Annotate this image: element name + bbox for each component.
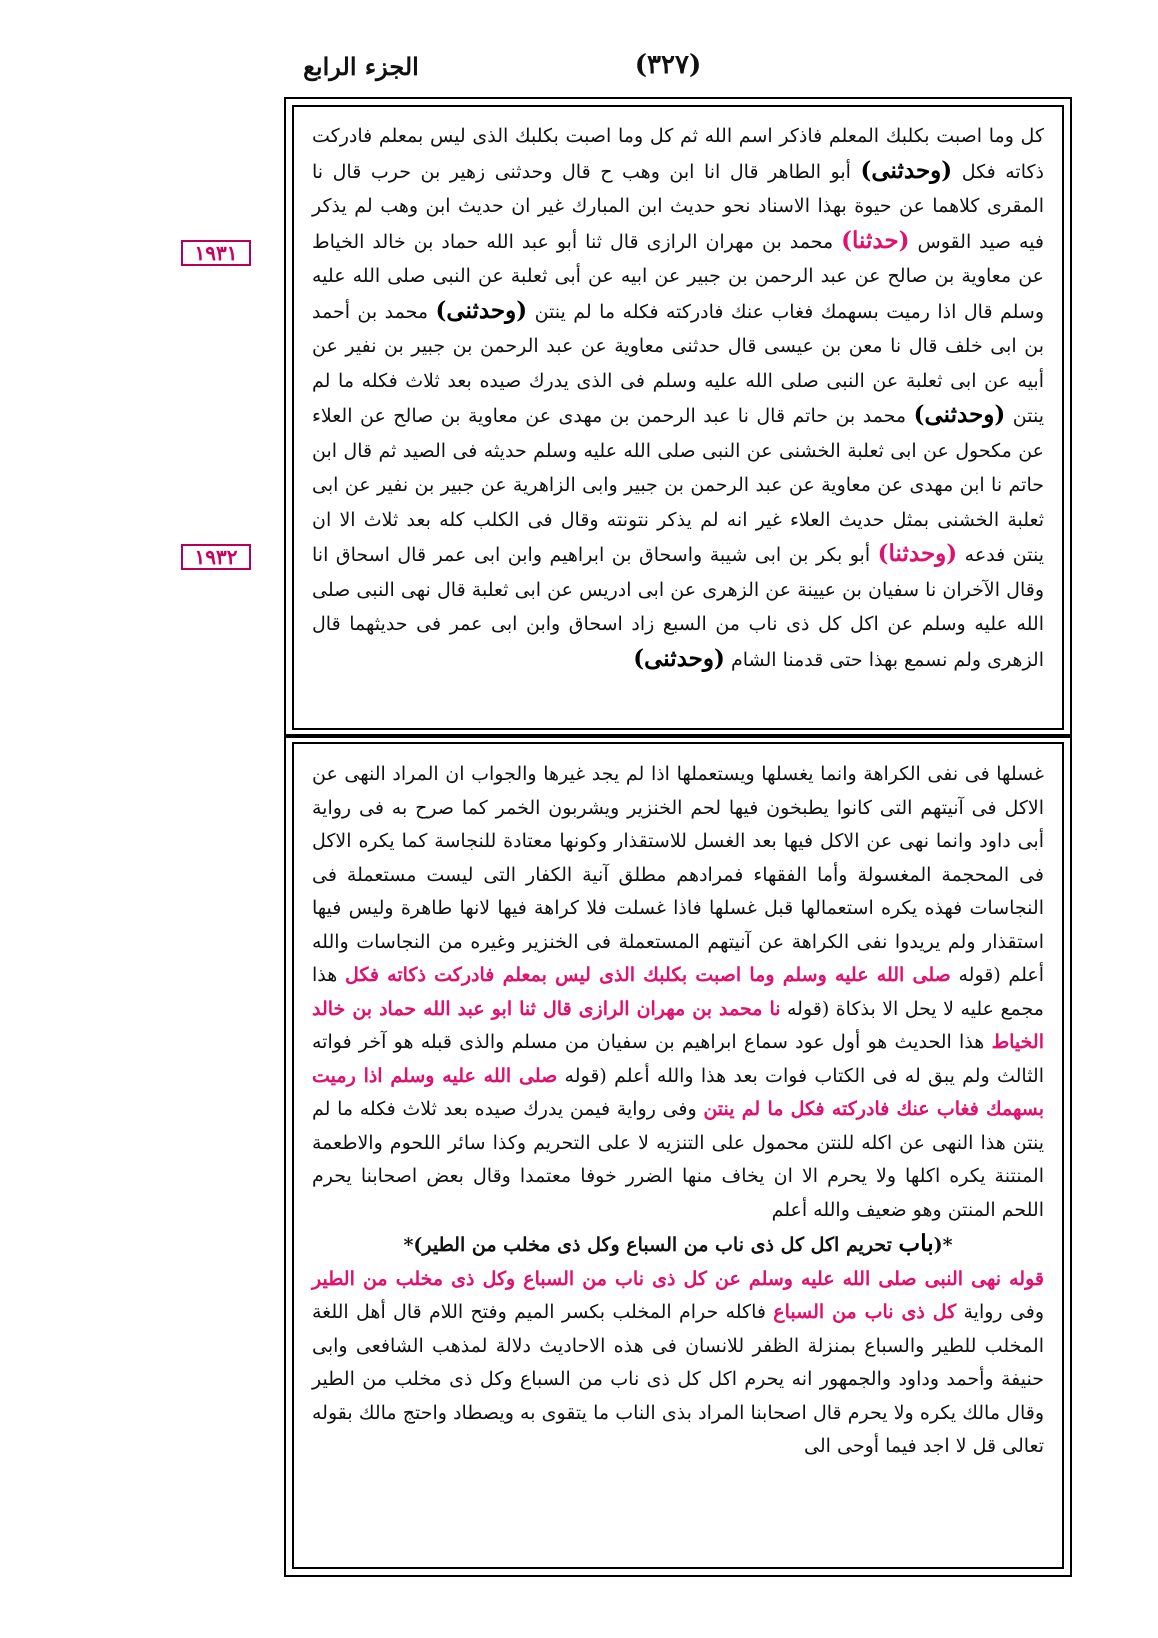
hadith-text-segment: أبو الطاهر قال انا ابن وهب ح قال وحدثنى زهير بن حرب قال نا المقرى كلاهما عن حيوة بهذا الاسناد نحو حديث ابن المبارك غير ان حديث ابن وهب لم يذكر فيه صيد القوس [312,160,1044,253]
commentary-segment: هذا الحديث هو أول عود سماع ابراهيم بن سفيان من مسلم والذى قبله هو آخر فواته الثالث ولم يبق له فى الكتاب فوات بعد هذا والله أعلم (قوله [312,1031,1045,1087]
commentary-segment: وفى رواية [963,1301,1044,1323]
narration-marker: (حدثنا) [841,226,910,254]
page-frame [284,97,1072,1577]
quoted-matn: قوله نهى النبى صلى الله عليه وسلم عن كل ذى ناب من السباع وكل ذى مخلب من الطير [312,1267,1044,1290]
hadith-text-segment: كل وما اصبت بكلبك المعلم فاذكر اسم الله ثم كل وما اصبت بكلبك الذى ليس بمعلم فادركت ذكاته فكل [312,125,1045,183]
quoted-matn: صلى الله عليه وسلم وما اصبت بكلبك الذى ليس بمعلم فادركت ذكاته فكل [344,964,951,986]
quoted-matn: نا محمد بن مهران الرازى قال ثنا ابو عبد الله حماد بن خالد الخياط [312,997,1044,1053]
chapter-heading: *(باب تحريم اكل كل ذى ناب من السباع وكل ذى مخلب من الطير)* [403,1230,953,1257]
page-number: (٣٢٧) [634,50,702,80]
narration-marker: (وحدثنا) [877,540,958,567]
chapter-word: باب [898,1230,934,1257]
quoted-matn: صلى الله عليه وسلم اذا رميت بسهمك فغاب عنك فادركته فكل ما لم ينتن [312,1064,1045,1120]
commentary-segment: فاكله حرام المخلب بكسر الميم وفتح اللام قال أهل اللغة المخلب للطير والسباع بمنزلة الظفر للانسان فى هذه الاحاديث دلالة لمذهب الشافعى وابى حنيفة وأحمد وداود والجمهور انه يحرم اكل كل ذى ناب من السباع وكل ذى مخلب من الطير وقال مالك يكره ولا يحرم قال اصحابنا المراد بذى الناب ما يتقوى به ويصطاد واحتج مالك بقوله تعالى قل لا اجد فيما أوحى الى [312,1301,1044,1457]
hadith-text-segment: محمد بن مهران الرازى قال ثنا أبو عبد الله حماد بن خالد الخياط عن معاوية بن صالح عن عبد الرحمن بن جبير عن ابيه عن أبى ثعلبة عن النبى صلى الله عليه وسلم قال اذا رميت بسهمك فغاب عنك فادركته فكله ما لم ينتن [312,230,1044,323]
narration-marker: (وحدثنى) [435,296,528,324]
commentary-segment: غسلها فى نفى الكراهة وانما يغسلها ويستعملها اذا لم يجد غيرها والجواب ان المراد النهى عن الاكل فى آنيتهم التى كانوا يطبخون فيها لحم الخنزير ويشربون الخمر كما صرح به فى رواية أبى داود وانما نهى عن الاكل فيها بعد الغسل للاستقذار وكونها معتادة للنجاسة كما يكره الاكل فى المحجمة المغسولة وأما الفقهاء فمرادهم مطلق آنية الكفار التى ليست مستعملة فى النجاسات فهذه يكره استعمالها قبل غسلها فاذا غسلت فلا كراهة فيها لانها طاهرة وليس فيها استقذار ولم يريدوا نفى الكراهة عن آنيتهم المستعملة فى الخنزير وغيره من النجاسات والله أعلم (قوله [312,763,1044,986]
commentary-segment: وفى رواية فيمن يدرك صيده بعد ثلاث فكله ما لم ينتن هذا النهى عن اكله للنتن محمول على التنزيه لا على التحريم وكذا سائر اللحوم والاطعمة المنتنة يكره اكلها ولا يحرم الا ان يخاف منها الضرر خوفا معتمدا وقال بعض اصحابنا يحرم اللحم المنتن وهو ضعيف والله أعلم [312,1098,1044,1221]
narration-marker: (وحدثنى) [913,401,1006,428]
hadith-text-box [292,105,1064,730]
commentary-segment: هذا مجمع عليه لا يحل الا بذكاة (قوله [312,964,1044,1020]
hadith-text [312,119,1044,677]
hadith-text-segment: محمد بن حاتم قال نا عبد الرحمن بن مهدى عن معاوية بن صالح عن العلاء عن مكحول عن ابى ثعلبة الخشنى عن النبى صلى الله عليه وسلم حديثه فى الصيد ثم قال ابن حاتم نا ابن مهدى عن معاوية عن عبد الرحمن بن جبير وابى الزاهرية عن جبير بن نفير عن ابى ثعلبة الخشنى بمثل حديث العلاء غير انه لم يذكر نتونته وقال فى الكلب كله بعد ثلاث الا ان ينتن فدعه [312,405,1044,566]
section-divider [286,734,1070,738]
commentary-text-box [292,742,1064,1569]
hadith-text-segment: محمد بن أحمد بن ابى خلف قال نا معن بن عيسى قال حدثنى معاوية عن عبد الرحمن بن جبير بن نفير عن أبيه عن ابى ثعلبة عن النبى صلى الله عليه وسلم فى الذى يدرك صيده بعد ثلاث فكله ما لم ينتن [312,300,1045,427]
hadith-number-1932: ١٩٣٢ [181,544,251,570]
part-label: الجزء الرابع [303,52,419,81]
hadith-number-1931: ١٩٣١ [181,240,251,266]
hadith-text-segment: أبو بكر بن ابى شيبة واسحاق بن ابراهيم وابن ابى عمر قال اسحاق انا وقال الآخران نا سفيان بن عيينة عن الزهرى عن ابى ادريس عن ابى ثعلبة قال نهى النبى صلى الله عليه وسلم عن اكل كل ذى ناب من السبع زاد اسحاق وابن ابى عمر فى حديثهما قال الزهرى ولم نسمع بهذا حتى قدمنا الشام [312,544,1044,671]
chapter-title: تحريم اكل كل ذى ناب من السباع وكل ذى مخلب من الطير [422,1234,892,1256]
narration-marker: (وحدثنى) [860,156,953,184]
quoted-matn: كل ذى ناب من السباع [773,1301,957,1323]
narration-marker: (وحدثنى) [633,644,725,672]
commentary-text [312,758,1044,1464]
